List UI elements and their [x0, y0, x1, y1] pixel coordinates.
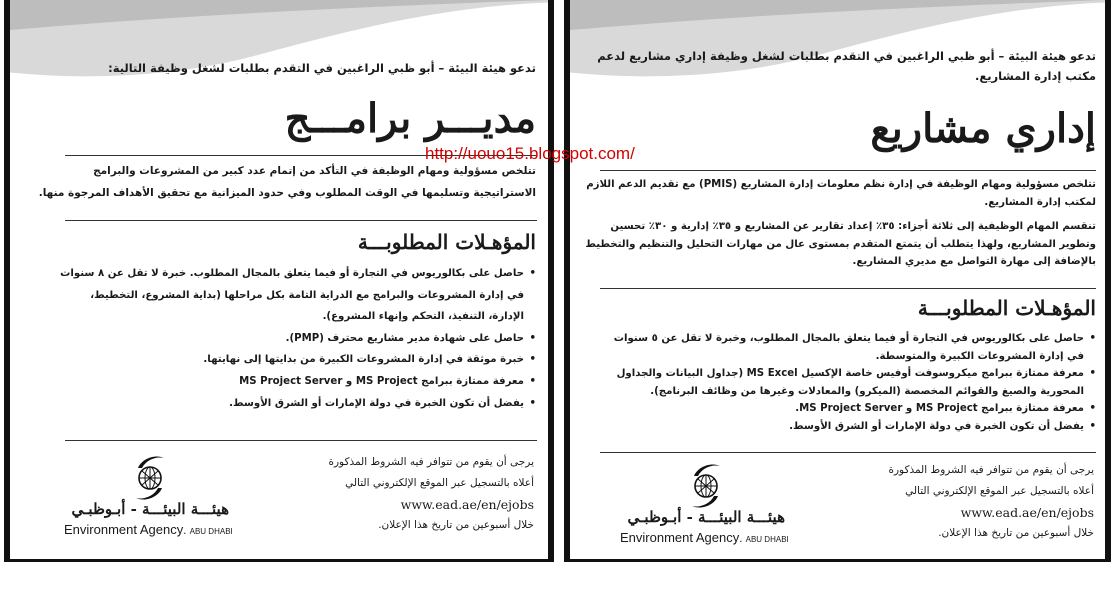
environment-agency-logo [62, 452, 237, 542]
divider [65, 220, 537, 221]
job-title: مديـــر برامـــج [284, 95, 536, 142]
logo-arabic-text: هيئـــة البيئـــة - أبـوظبـي [71, 500, 229, 518]
contact-line: يرجى أن يقوم من تتوافر فيه الشروط المذكورة [328, 456, 534, 468]
globe-emblem-icon [124, 452, 176, 504]
contact-line: أعلاه بالتسجيل عبر الموقع الإلكتروني التالي [905, 485, 1094, 497]
qualifications-list [600, 330, 1096, 435]
qualifications-list [60, 263, 536, 414]
jobs-url-link[interactable]: www.ead.ae/en/ejobs [400, 497, 534, 512]
qualifications-heading: المؤهـلات المطلوبـــة [357, 230, 536, 254]
qualification-item: • حاصل على بكالوريوس في التجارة أو فيما يتعلق بالمجال المطلوب. خبرة لا تقل عن ٨ سنوات في إدارة المشروعات والبرامج مع الدراية التامة بكل مراحلها (بداية المشروع، التخطيط، الإدارة، التنفيذ، التحكم وإنهاء المشروع). [60, 263, 536, 328]
qualifications-heading: المؤهـلات المطلوبـــة [917, 296, 1096, 320]
intro-text: تدعو هيئة البيئة – أبو ظبي الراغبين في التقدم بطلبات لشغل وظيفة إداري مشاريع لدعم مكتب إدارة المشاريع. [597, 49, 1096, 83]
divider [600, 170, 1096, 171]
job-ad-project-administrator [564, 0, 1111, 562]
job-ad-program-manager [4, 0, 554, 562]
watermark-url: http://uouo15.blogspot.com/ [425, 144, 635, 163]
contact-block [846, 460, 1094, 544]
qualification-item: • معرفة ممتازة ببرامج MS Project و MS Project Server. [600, 400, 1096, 418]
contact-line: خلال أسبوعين من تاريخ هذا الإعلان. [938, 527, 1094, 539]
qualification-item: • معرفة ممتازة ببرامج MS Project و MS Project Server [60, 371, 536, 393]
responsibilities-text [30, 160, 536, 204]
logo-arabic-text: هيئـــة البيئـــة - أبـوظبـي [627, 508, 785, 526]
contact-line: خلال أسبوعين من تاريخ هذا الإعلان. [378, 519, 534, 531]
responsibilities-line: الاستراتيجية وتسليمها في الوقت المطلوب وفي حدود الميزانية مع تحقيق الأهداف المرجوة منها. [38, 187, 536, 199]
qualification-item: • حاصل على بكالوريوس في التجارة أو فيما يتعلق بالمجال المطلوب، وخبرة لا تقل عن ٥ سنوات في إدارة المشروعات الكبيرة والمتوسطة. [600, 330, 1096, 365]
divider [600, 288, 1096, 289]
contact-block [286, 452, 534, 536]
intro-text: تدعو هيئة البيئة – أبو ظبي الراغبين في التقدم بطلبات لشغل وظيفة التالية: [108, 61, 536, 75]
divider [65, 440, 537, 441]
contact-line: أعلاه بالتسجيل عبر الموقع الإلكتروني التالي [345, 477, 534, 489]
contact-line: يرجى أن يقوم من تتوافر فيه الشروط المذكورة [888, 464, 1094, 476]
qualification-item: • حاصل على شهادة مدير مشاريع محترف (PMP). [60, 328, 536, 350]
qualification-item: • معرفة ممتازة ببرامج ميكروسوفت أوفيس خاصة الإكسيل MS Excel (جداول البيانات والجداول المحورية والصيغ والقوائم المخصصة (الميكرو) والمعادلات وغيرها من وظائف البرنامج). [600, 365, 1096, 400]
jobs-url-link[interactable]: www.ead.ae/en/ejobs [960, 505, 1094, 520]
logo-english-text: Environment Agency. ABU DHABI [64, 522, 233, 537]
globe-emblem-icon [680, 460, 732, 512]
responsibilities-line: تتلخص مسؤولية ومهام الوظيفة في التأكد من إتمام عدد كبير من المشروعات والبرامج [93, 165, 536, 177]
qualification-item: • خبرة موثقة في إدارة المشروعات الكبيرة من بدايتها إلى نهايتها. [60, 349, 536, 371]
qualification-item: • يفضل أن تكون الخبرة في دولة الإمارات أو الشرق الأوسط. [600, 418, 1096, 436]
environment-agency-logo [618, 460, 793, 550]
job-title: إداري مشاريع [870, 105, 1096, 152]
logo-english-text: Environment Agency. ABU DHABI [620, 530, 789, 545]
divider [600, 452, 1096, 453]
qualification-item: • يفضل أن تكون الخبرة في دولة الإمارات أو الشرق الأوسط. [60, 393, 536, 415]
responsibilities-text: تتلخص مسؤولية ومهام الوظيفة في إدارة نظم معلومات إدارة المشاريع (PMIS) مع تقديم الدعم اللازم لمكتب إدارة المشاريع. [586, 179, 1096, 208]
tasks-text: تنقسم المهام الوظيفية إلى ثلاثة أجزاء: ٣٥٪ إعداد تقارير عن المشاريع و ٣٥٪ إدارية و ٣٠٪ تحسين وتطوير المشاريع، ولهذا يتطلب أن يتمتع المتقدم بمستوى عال من مهارات التحليل والتنظيم والتخطيط بالإضافة إلى مهارة التواصل مع مديري المشاريع. [585, 221, 1096, 267]
